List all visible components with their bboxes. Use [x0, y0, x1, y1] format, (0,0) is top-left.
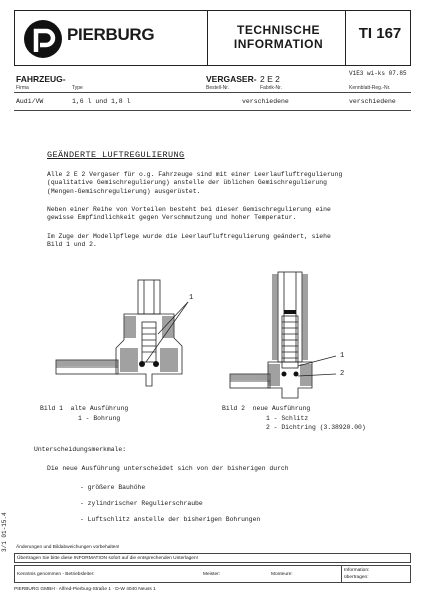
info-label: Information:: [344, 568, 370, 573]
company-address: PIERBURG GMBH · Alfred-Pierburg-Straße 1 · D-W 4040 Neuss 1: [14, 587, 156, 592]
document-header: [14, 10, 411, 66]
title-line-1: TECHNISCHE: [236, 23, 320, 37]
vehicle-label: FAHRZEUG-: [16, 74, 66, 84]
pierburg-logo-icon: [23, 19, 63, 59]
sheet-number-value: verschiedene: [349, 98, 396, 105]
reference-code: V1E3 wi-ks 07.85: [349, 70, 407, 77]
document-type: [212, 23, 345, 51]
section-heading: GEÄNDERTE LUFTREGULIERUNG: [47, 150, 185, 160]
sheet-number-label: Kennblatt-Reg.-Nr.: [349, 85, 391, 91]
master-label: Meister:: [203, 572, 221, 577]
carburetor-label: VERGASER-: [206, 74, 257, 84]
figure-2-callout-2: 2: [340, 370, 345, 378]
figure-2-callout-1: 1: [340, 352, 345, 360]
document-page: [14, 10, 411, 594]
brand-name: PIERBURG: [67, 25, 155, 44]
transfer-note-box: [14, 553, 411, 563]
features-intro: Die neue Ausführung unterscheidet sich von der bisherigen durch: [47, 465, 289, 472]
features-title: Unterscheidungsmerkmale:: [34, 446, 127, 453]
figure-1-caption: Bild 1 alte Ausführung: [40, 405, 129, 412]
side-code: 3/1 01-15.4: [1, 512, 8, 552]
figure-1-legend: 1 - Bohrung: [78, 415, 121, 422]
figure-1-callout: 1: [189, 294, 194, 302]
type-label: Type: [72, 85, 83, 91]
factory-number-label: Fabrik-Nr.: [260, 85, 282, 91]
make-value: Audi/VW: [16, 98, 44, 105]
fitter-label: Monteure:: [271, 572, 293, 577]
paragraph-3: Im Zuge der Modellpflege wurde die Leerlaufluftregulierung geändert, siehe Bild 1 und 2.: [47, 233, 331, 249]
order-number-value: verschiedene: [242, 98, 289, 105]
ack-label: Kenntnis genommen - Betriebsleiter:: [17, 572, 95, 577]
carburetor-value: 2 E 2: [260, 74, 280, 84]
transfer-note: Übertragen Sie bitte diese INFORMATION sofort auf die entsprechenden Unterlagen!: [17, 556, 198, 561]
paragraph-2: Neben einer Reihe von Vorteilen besteht bei dieser Gemischregulierung eine gewisse Empfindlichkeit gegen Verschmutzung und hoher Temperatur.: [47, 206, 331, 222]
order-number-label: Bestell-Nr.: [206, 85, 230, 91]
figure-2-legend-1: 1 - Schlitz: [266, 415, 309, 422]
feature-item: - größere Bauhöhe: [80, 484, 146, 491]
transferred-label: übertragen:: [344, 575, 369, 580]
figure-2-drawing: [228, 270, 368, 404]
make-label: Firma: [16, 85, 29, 91]
figure-2-caption: Bild 2 neue Ausführung: [222, 405, 311, 412]
feature-item: - Luftschlitz anstelle der bisherigen Bohrungen: [80, 516, 261, 523]
figure-2-legend-2: 2 - Dichtring (3.38920.00): [266, 424, 366, 431]
acknowledgement-box: [14, 565, 411, 583]
type-value: 1,6 l und 1,8 l: [72, 98, 131, 105]
divider: [14, 110, 411, 111]
title-line-2: INFORMATION: [233, 37, 324, 51]
paragraph-1: Alle 2 E 2 Vergaser für o.g. Fahrzeuge sind mit einer Leerlaufluftregulierung (qualitative Gemischregulierung) anstelle der üblichen Gemischregulierung (Mengen-Gemischregulierung) ausgerüstet.: [47, 171, 343, 195]
document-number: TI 167: [358, 25, 402, 42]
divider: [14, 92, 411, 93]
feature-item: - zylindrischer Regulierschraube: [80, 500, 203, 507]
changes-note: Änderungen und Bildabweichungen vorbehalten!: [16, 545, 120, 550]
